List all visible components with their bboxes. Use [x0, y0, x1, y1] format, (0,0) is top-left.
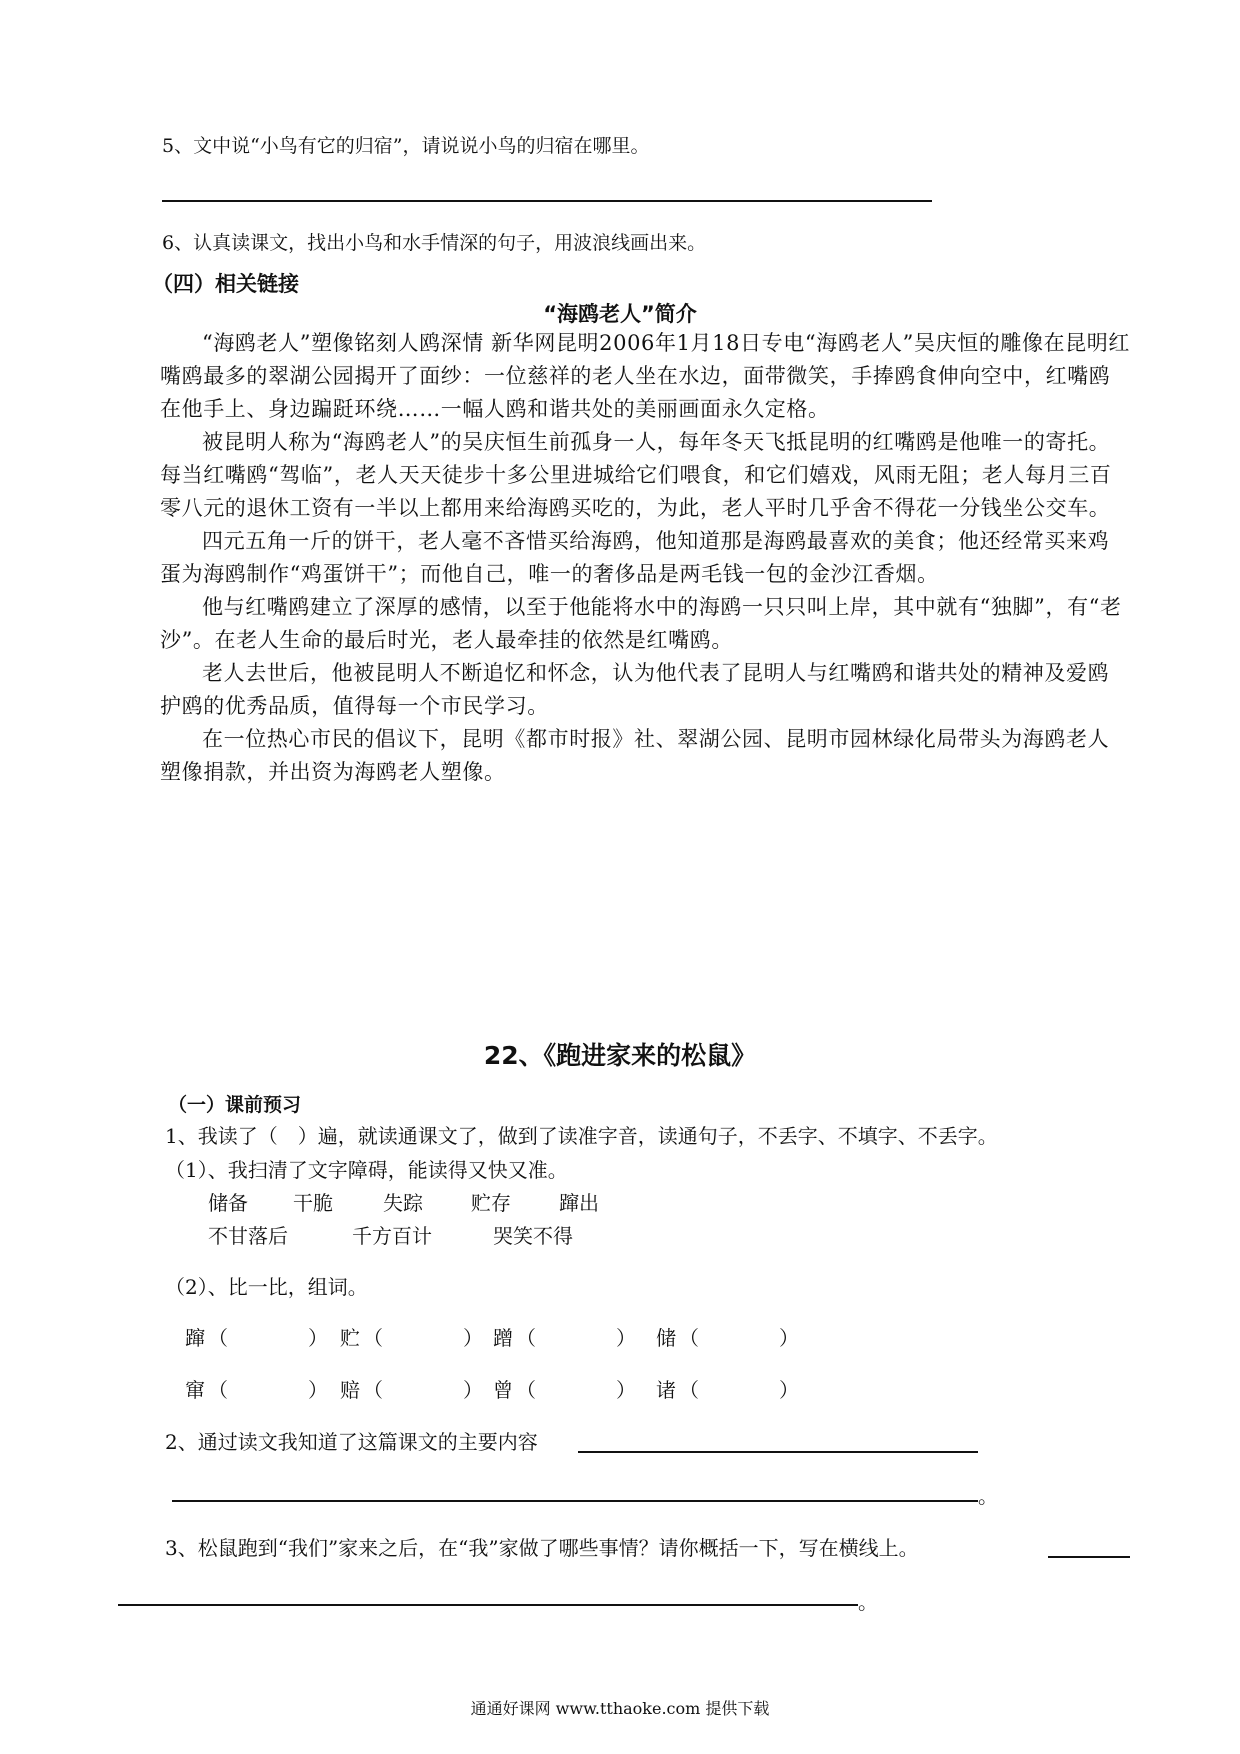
- vocab-word: 储备: [208, 1191, 248, 1215]
- compare-char: 蹭: [493, 1326, 513, 1350]
- vocab-word: 不甘落后: [208, 1224, 288, 1248]
- vocab-word: 干脆: [293, 1191, 333, 1215]
- answer-line-q3[interactable]: [1048, 1556, 1130, 1558]
- question-5: 5、文中说“小鸟有它的归宿”，请说说小鸟的归宿在哪里。: [162, 135, 650, 157]
- article-title: “海鸥老人”简介: [543, 302, 697, 326]
- vocab-word: 哭笑不得: [493, 1224, 573, 1248]
- answer-line-q5[interactable]: [162, 200, 932, 202]
- question-1: 1、我读了（ ）遍，就读通课文了，做到了读准字音，读通句子，不丢字、不填字、不丢字。: [165, 1124, 998, 1148]
- question-1-1: （1）、我扫清了文字障碍，能读得又快又准。: [165, 1158, 568, 1182]
- compare-char: 曾: [493, 1378, 513, 1402]
- article-paragraph: 他与红嘴鸥建立了深厚的感情，以至于他能将水中的海鸥一只只叫上岸，其中就有“独脚”，有“老沙”。在老人生命的最后时光，老人最牵挂的依然是红嘴鸥。: [160, 595, 1122, 652]
- compare-blank[interactable]: （ ）: [679, 1326, 799, 1350]
- compare-blank[interactable]: （ ）: [679, 1378, 799, 1402]
- article-body: [160, 327, 1130, 789]
- compare-char: 储: [656, 1326, 676, 1350]
- section-heading-related-links: （四）相关链接: [152, 272, 299, 296]
- vocab-word: 贮存: [471, 1191, 511, 1215]
- vocab-word: 蹿出: [559, 1191, 599, 1215]
- compare-char: 蹿: [185, 1326, 205, 1350]
- article-paragraph: “海鸥老人”塑像铭刻人鸥深情 新华网昆明2006年1月18日专电“海鸥老人”吴庆恒的雕像在昆明红嘴鸥最多的翠湖公园揭开了面纱：一位慈祥的老人坐在水边，面带微笑，手捧鸥食伸向空中，红嘴鸥在他手上、身边蹁跹环绕……一幅人鸥和谐共处的美丽画面永久定格。: [160, 331, 1130, 421]
- footer-text: 通通好课网 www.tthaoke.com 提供下载: [470, 1699, 770, 1718]
- compare-blank[interactable]: （ ）: [363, 1326, 483, 1350]
- article-paragraph: 四元五角一斤的饼干，老人毫不吝惜买给海鸥，他知道那是海鸥最喜欢的美食；他还经常买来鸡蛋为海鸥制作“鸡蛋饼干”；而他自己，唯一的奢侈品是两毛钱一包的金沙江香烟。: [160, 529, 1110, 586]
- question-6: 6、认真读课文，找出小鸟和水手情深的句子，用波浪线画出来。: [162, 232, 707, 254]
- compare-blank[interactable]: （ ）: [516, 1378, 636, 1402]
- article-paragraph: 被昆明人称为“海鸥老人”的吴庆恒生前孤身一人，每年冬天飞抵昆明的红嘴鸥是他唯一的寄托。每当红嘴鸥“驾临”，老人天天徒步十多公里进城给它们喂食，和它们嬉戏，风雨无阻；老人每月三百零八元的退休工资有一半以上都用来给海鸥买吃的，为此，老人平时几乎舍不得花一分钱坐公交车。: [160, 430, 1112, 520]
- compare-char: 贮: [340, 1326, 360, 1350]
- question-1-2: （2）、比一比，组词。: [165, 1275, 368, 1299]
- article-paragraph: 老人去世后，他被昆明人不断追忆和怀念，认为他代表了昆明人与红嘴鸥和谐共处的精神及爱鸥护鸥的优秀品质，值得每一个市民学习。: [160, 661, 1110, 718]
- vocab-word: 千方百计: [352, 1224, 432, 1248]
- answer-line-q3-2[interactable]: [118, 1604, 858, 1606]
- question-2: 2、通过读文我知道了这篇课文的主要内容: [165, 1430, 538, 1454]
- article-paragraph: 在一位热心市民的倡议下，昆明《都市时报》社、翠湖公园、昆明市园林绿化局带头为海鸥老人塑像捐款，并出资为海鸥老人塑像。: [160, 727, 1110, 784]
- compare-blank[interactable]: （ ）: [516, 1326, 636, 1350]
- compare-char: 诸: [656, 1378, 676, 1402]
- question-3: 3、松鼠跑到“我们”家来之后，在“我”家做了哪些事情？请你概括一下，写在横线上。: [165, 1536, 919, 1560]
- section-heading-preview: （一）课前预习: [168, 1094, 302, 1116]
- compare-blank[interactable]: （ ）: [208, 1326, 328, 1350]
- vocab-word: 失踪: [383, 1191, 423, 1215]
- compare-blank[interactable]: （ ）: [208, 1378, 328, 1402]
- answer-line-q2-2[interactable]: [172, 1500, 978, 1502]
- compare-char: 赔: [340, 1378, 360, 1402]
- period-mark: 。: [858, 1590, 878, 1614]
- compare-char: 窜: [185, 1378, 205, 1402]
- period-mark: 。: [978, 1484, 998, 1508]
- lesson-title: 22、《跑进家来的松鼠》: [483, 1041, 757, 1070]
- compare-blank[interactable]: （ ）: [363, 1378, 483, 1402]
- answer-line-q2[interactable]: [578, 1451, 978, 1453]
